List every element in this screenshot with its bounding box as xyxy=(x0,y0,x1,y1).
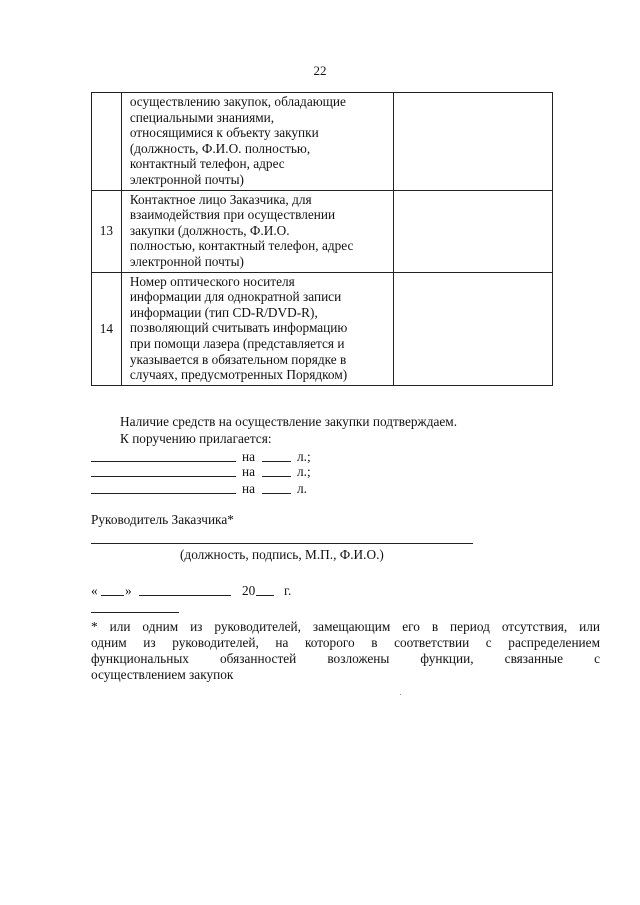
description-line: позволяющий считывать информацию xyxy=(129,320,348,336)
table-row xyxy=(92,272,553,385)
head-label: Руководитель Заказчика* xyxy=(91,512,234,527)
close-quote: » xyxy=(125,583,132,598)
description-line: электронной почты) xyxy=(129,253,244,269)
description-line: (должность, Ф.И.О. полностью, xyxy=(129,140,311,156)
signature-caption: (должность, подпись, М.П., Ф.И.О.) xyxy=(180,547,384,562)
description-line: контактный телефон, адрес xyxy=(129,156,285,172)
description-line: указывается в обязательном порядке в xyxy=(129,351,347,367)
table-row xyxy=(92,190,553,272)
row-number: 13 xyxy=(92,190,122,272)
row-description xyxy=(121,190,393,272)
year-suffix: г. xyxy=(284,583,292,598)
on-word: на xyxy=(242,449,256,464)
on-word: на xyxy=(242,464,256,479)
footnote-line: одним из руководителей, на которого в соответствии с распределением xyxy=(91,635,600,650)
sheets-abbr: л. xyxy=(297,481,307,496)
attachment-name-blank xyxy=(91,481,236,494)
description-line: полностью, контактный телефон, адрес xyxy=(129,238,354,254)
sheets-abbr: л.; xyxy=(297,464,311,479)
description-line: случаях, предусмотренных Порядком) xyxy=(129,367,348,383)
scan-speck xyxy=(400,694,401,695)
page-number: 22 xyxy=(313,63,327,78)
description-line: специальными знаниями, xyxy=(129,109,275,125)
description-line: Номер оптического носителя xyxy=(129,273,295,289)
row-description xyxy=(121,93,393,191)
on-word: на xyxy=(242,481,256,496)
description-line: электронной почты) xyxy=(129,171,244,187)
sheet-count-blank xyxy=(262,481,291,494)
funds-confirmation: Наличие средств на осуществление закупки подтверждаем. xyxy=(120,414,458,429)
description-line: взаимодействия при осуществлении xyxy=(129,207,336,223)
description-line: относящимися к объекту закупки xyxy=(129,125,319,141)
description-line: информации для однократной записи xyxy=(129,289,342,305)
row-value-cell xyxy=(394,272,553,385)
row-description xyxy=(121,272,393,385)
footnote-separator xyxy=(91,612,179,613)
month-blank xyxy=(139,583,231,596)
signature-line xyxy=(91,543,473,544)
open-quote: « xyxy=(91,583,98,598)
row-number: 14 xyxy=(92,272,122,385)
row-value-cell xyxy=(394,93,553,191)
attachment-name-blank xyxy=(91,464,236,477)
table-row xyxy=(92,93,553,191)
sheet-count-blank xyxy=(262,449,291,462)
description-line: Контактное лицо Заказчика, для xyxy=(129,191,312,207)
footnote-line: функциональных обязанностей возложены функции, связанные с xyxy=(91,651,600,666)
footnote xyxy=(91,619,600,683)
attachment-label: К поручению прилагается: xyxy=(120,431,272,446)
sheets-abbr: л.; xyxy=(297,449,311,464)
attachment-name-blank xyxy=(91,449,236,462)
footnote-line: осуществлением закупок xyxy=(91,667,234,682)
sheet-count-blank xyxy=(262,464,291,477)
footnote-line: * или одним из руководителей, замещающим его в период отсутствия, или xyxy=(91,619,600,634)
row-value-cell xyxy=(394,190,553,272)
description-line: при помощи лазера (представляется и xyxy=(129,335,345,351)
year-prefix: 20 xyxy=(242,583,256,598)
description-line: закупки (должность, Ф.И.О. xyxy=(129,222,290,238)
description-line: осуществлению закупок, обладающие xyxy=(129,94,346,109)
day-blank xyxy=(101,583,124,596)
row-number xyxy=(92,93,122,191)
procurement-info-table xyxy=(91,92,553,386)
description-line: информации (тип CD-R/DVD-R), xyxy=(129,304,318,320)
year-blank xyxy=(256,583,274,596)
